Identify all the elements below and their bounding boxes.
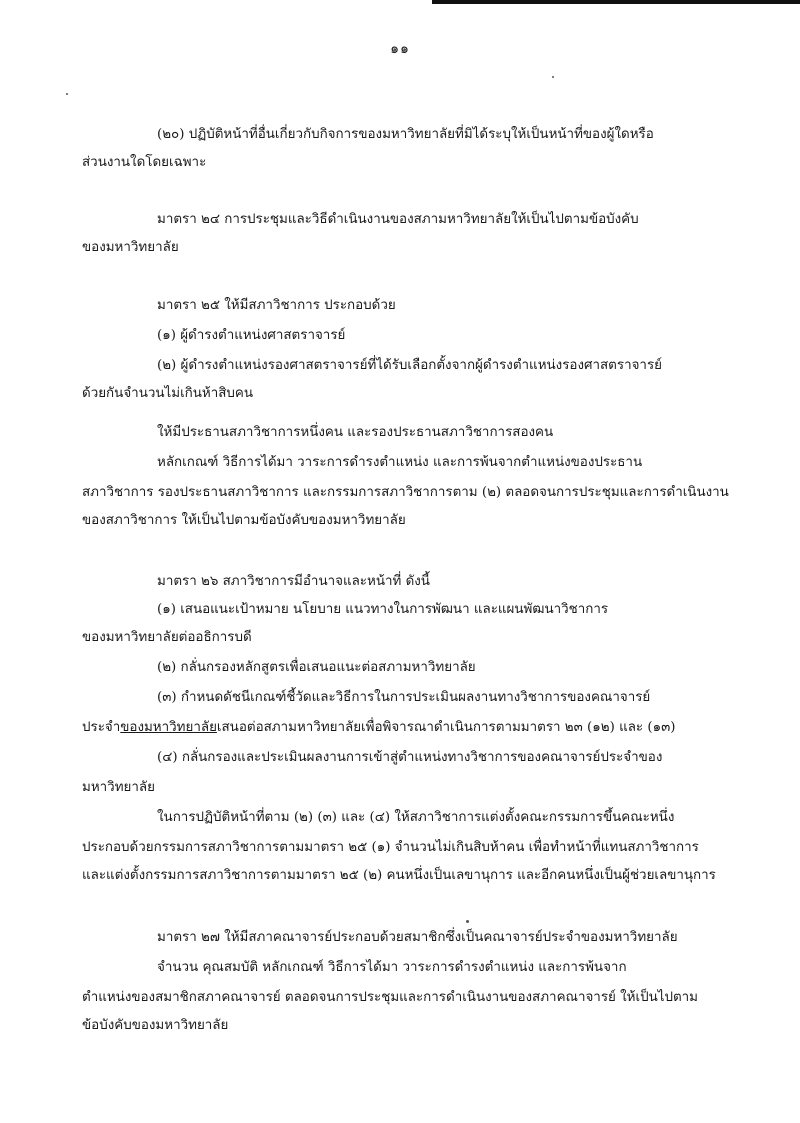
text-line: ข้อบังคับของมหาวิทยาลัย: [82, 1018, 229, 1033]
scan-speck: [466, 920, 469, 923]
section-27-heading: มาตรา ๒๗ ให้มีสภาคณาจารย์ประกอบด้วยสมาชิกซึ่งเป็นคณาจารย์ประจำของมหาวิทยาลัย: [157, 930, 678, 945]
text-line-with-underline: [82, 718, 675, 738]
scan-speck: [66, 93, 68, 95]
text-line: ของมหาวิทยาลัยต่ออธิการบดี: [82, 630, 252, 645]
text-line: (๒๐) ปฏิบัติหน้าที่อื่นเกี่ยวกับกิจการของมหาวิทยาลัยที่มิได้ระบุให้เป็นหน้าที่ของผู้ใดหรือ: [157, 127, 654, 142]
text-line: (๔) กลั่นกรองและประเมินผลงานการเข้าสู่ตำแหน่งทางวิชาการของคณาจารย์ประจำของ: [157, 750, 663, 765]
underlined-text: ของมหาวิทยาลัย: [120, 720, 217, 735]
scan-edge-bar: [432, 0, 800, 4]
text-line: (๑) ผู้ดำรงตำแหน่งศาสตราจารย์: [157, 328, 346, 343]
text-line: สภาวิชาการ รองประธานสภาวิชาการ และกรรมการสภาวิชาการตาม (๒) ตลอดจนการประชุมและการดำเนินงาน: [82, 485, 729, 500]
text-line: ให้มีประธานสภาวิชาการหนึ่งคน และรองประธานสภาวิชาการสองคน: [157, 425, 554, 440]
text-line: หลักเกณฑ์ วิธีการได้มา วาระการดำรงตำแหน่ง และการพ้นจากตำแหน่งของประธาน: [157, 455, 643, 470]
text-line: ตำแหน่งของสมาชิกสภาคณาจารย์ ตลอดจนการประชุมและการดำเนินงานของสภาคณาจารย์ ให้เป็นไปตาม: [82, 990, 698, 1005]
section-24-heading: มาตรา ๒๔ การประชุมและวิธีดำเนินงานของสภามหาวิทยาลัยให้เป็นไปตามข้อบังคับ: [157, 212, 639, 227]
text-span: ประจำ: [82, 720, 121, 735]
text-span: เสนอต่อสภามหาวิทยาลัยเพื่อพิจารณาดำเนินการตามมาตรา ๒๓ (๑๒) และ (๑๓): [216, 720, 676, 735]
text-line: และแต่งตั้งกรรมการสภาวิชาการตามมาตรา ๒๕ (๒) คนหนึ่งเป็นเลขานุการ และอีกคนหนึ่งเป็นผู้ช่วยเลขานุการ: [82, 868, 716, 883]
text-line: ของสภาวิชาการ ให้เป็นไปตามข้อบังคับของมหาวิทยาลัย: [82, 513, 406, 528]
text-line: (๑) เสนอแนะเป้าหมาย นโยบาย แนวทางในการพัฒนา และแผนพัฒนาวิชาการ: [157, 602, 609, 617]
text-line: ด้วยกันจำนวนไม่เกินห้าสิบคน: [82, 386, 254, 401]
text-line: (๒) กลั่นกรองหลักสูตรเพื่อเสนอแนะต่อสภามหาวิทยาลัย: [157, 660, 476, 675]
page-number: ๑๑: [390, 41, 410, 57]
text-line: ส่วนงานใดโดยเฉพาะ: [82, 155, 207, 170]
section-25-heading: มาตรา ๒๕ ให้มีสภาวิชาการ ประกอบด้วย: [157, 298, 396, 313]
text-line: ในการปฏิบัติหน้าที่ตาม (๒) (๓) และ (๔) ให้สภาวิชาการแต่งตั้งคณะกรรมการขึ้นคณะหนึ่ง: [157, 810, 675, 825]
section-26-heading: มาตรา ๒๖ สภาวิชาการมีอำนาจและหน้าที่ ดังนี้: [157, 574, 430, 589]
text-line: (๒) ผู้ดำรงตำแหน่งรองศาสตราจารย์ที่ได้รับเลือกตั้งจากผู้ดำรงตำแหน่งรองศาสตราจารย์: [157, 358, 662, 373]
text-line: มหาวิทยาลัย: [82, 780, 155, 795]
text-line: (๓) กำหนดดัชนีเกณฑ์ชี้วัดและวิธีการในการประเมินผลงานทางวิชาการของคณาจารย์: [157, 690, 651, 705]
text-line: จำนวน คุณสมบัติ หลักเกณฑ์ วิธีการได้มา วาระการดำรงตำแหน่ง และการพ้นจาก: [157, 960, 627, 975]
text-line: ประกอบด้วยกรรมการสภาวิชาการตามมาตรา ๒๕ (๑) จำนวนไม่เกินสิบห้าคน เพื่อทำหน้าที่แทนสภาวิชาการ: [82, 840, 699, 855]
text-line: ของมหาวิทยาลัย: [82, 240, 179, 255]
scan-speck: [552, 76, 554, 78]
